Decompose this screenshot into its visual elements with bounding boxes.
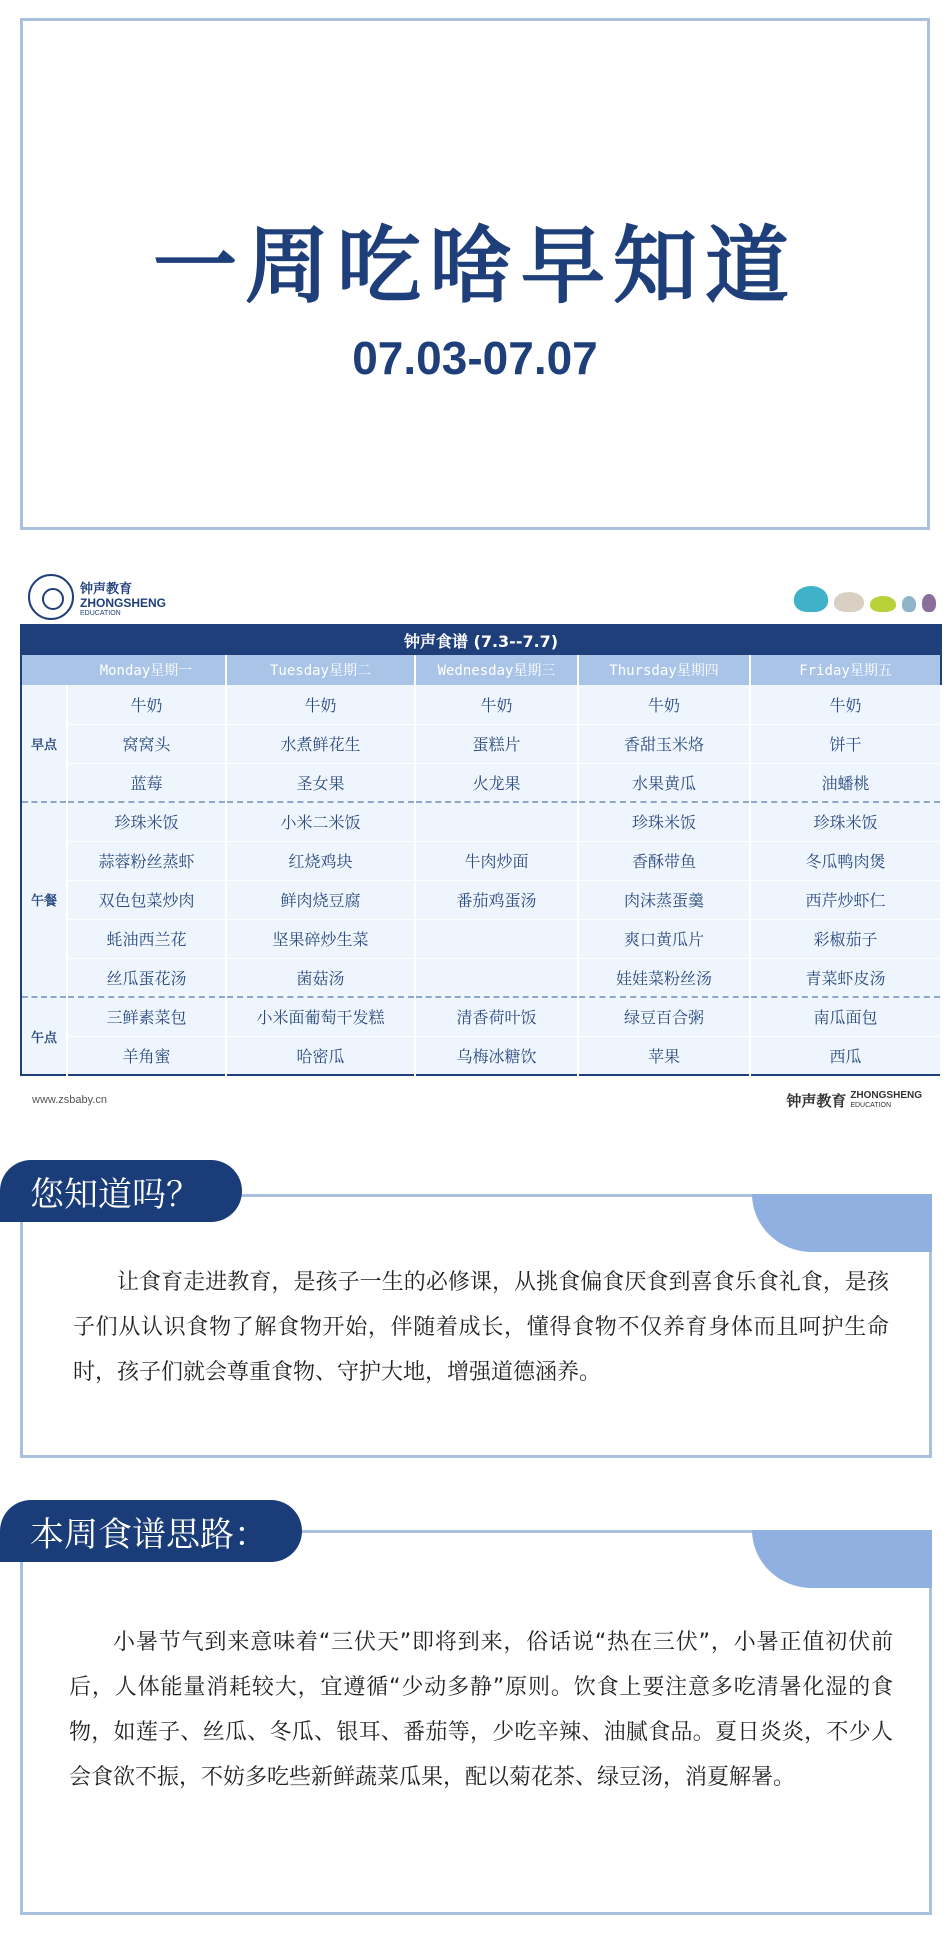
menu-cell: 珍珠米饭	[578, 802, 750, 841]
table-row	[21, 841, 941, 880]
menu-cell: 青菜虾皮汤	[750, 958, 941, 997]
menu-cell: 香甜玉米烙	[578, 724, 750, 763]
menu-idea-tab: 本周食谱思路：	[0, 1500, 302, 1562]
menu-cell: 双色包菜炒肉	[67, 880, 226, 919]
table-header-row	[21, 655, 941, 685]
table-row	[21, 919, 941, 958]
table-row	[21, 763, 941, 802]
menu-cell: 鲜肉烧豆腐	[226, 880, 415, 919]
cat-icon	[902, 596, 916, 612]
menu-cell: 香酥带鱼	[578, 841, 750, 880]
did-you-know-tab: 您知道吗？	[0, 1160, 242, 1222]
day-header: Thursday星期四	[578, 655, 750, 685]
footer-brand-en: ZHONGSHENG	[850, 1089, 922, 1101]
card-corner-decoration	[752, 1530, 932, 1588]
menu-cell: 西瓜	[750, 1036, 941, 1075]
page-title: 一周吃啥早知道	[152, 217, 797, 315]
school-logo-icon	[28, 574, 74, 620]
menu-cell: 彩椒茄子	[750, 919, 941, 958]
table-row	[21, 958, 941, 997]
menu-cell: 牛奶	[415, 685, 578, 724]
menu-cell: 牛奶	[578, 685, 750, 724]
menu-cell: 珍珠米饭	[67, 802, 226, 841]
day-header: Tuesday星期二	[226, 655, 415, 685]
menu-cell: 乌梅冰糖饮	[415, 1036, 578, 1075]
card-corner-decoration	[752, 1194, 932, 1252]
meal-label-lunch: 午餐	[21, 802, 67, 997]
day-header: Friday星期五	[750, 655, 941, 685]
brand-name-en-sub: EDUCATION	[80, 609, 121, 617]
menu-cell: 清香荷叶饭	[415, 997, 578, 1036]
did-you-know-text: 让食育走进教育，是孩子一生的必修课，从挑食偏食厌食到喜食乐食礼食，是孩子们从认识食物了解食物开始，伴随着成长，懂得食物不仅养育身体而且呵护生命时，孩子们就会尊重食物、守护大地，增强道德涵养。	[73, 1270, 889, 1385]
menu-cell: 牛奶	[226, 685, 415, 724]
meal-label-afternoon-snack: 午点	[21, 997, 67, 1075]
elephant-icon	[794, 586, 828, 612]
menu-cell: 丝瓜蛋花汤	[67, 958, 226, 997]
menu-idea-text: 小暑节气到来意味着“三伏天”即将到来，俗话说“热在三伏”，小暑正值初伏前后，人体能量消耗较大，宜遵循“少动多静”原则。饮食上要注意多吃清暑化湿的食物，如莲子、丝瓜、冬瓜、银耳、番茄等，少吃辛辣、油腻食品。夏日炎炎，不少人会食欲不振，不妨多吃些新鲜蔬菜瓜果，配以菊花茶、绿豆汤，消夏解暑。	[69, 1630, 893, 1790]
brand-logo-block	[28, 574, 166, 620]
date-range: 07.03-07.07	[352, 332, 598, 384]
menu-cell: 苹果	[578, 1036, 750, 1075]
did-you-know-card	[20, 1194, 932, 1458]
brand-name-cn: 钟声教育	[80, 581, 133, 597]
table-row	[21, 724, 941, 763]
giraffe-icon	[870, 596, 896, 612]
menu-cell: 娃娃菜粉丝汤	[578, 958, 750, 997]
menu-cell: 蓝莓	[67, 763, 226, 802]
menu-cell: 牛奶	[67, 685, 226, 724]
animal-illustrations	[794, 586, 936, 612]
brand-name-en: ZHONGSHENG	[80, 595, 167, 610]
menu-cell: 蚝油西兰花	[67, 919, 226, 958]
menu-cell: 绿豆百合粥	[578, 997, 750, 1036]
footer-brand-en-block	[850, 1091, 922, 1111]
sheep-icon	[834, 592, 864, 612]
menu-cell	[415, 919, 578, 958]
menu-cell: 窝窝头	[67, 724, 226, 763]
menu-cell: 饼干	[750, 724, 941, 763]
menu-cell: 小米面葡萄干发糕	[226, 997, 415, 1036]
menu-table	[20, 624, 942, 1076]
brand-text	[80, 578, 166, 617]
menu-cell: 哈密瓜	[226, 1036, 415, 1075]
menu-cell: 蛋糕片	[415, 724, 578, 763]
menu-cell: 牛奶	[750, 685, 941, 724]
day-header: Monday星期一	[67, 655, 226, 685]
menu-cell: 番茄鸡蛋汤	[415, 880, 578, 919]
menu-cell: 冬瓜鸭肉煲	[750, 841, 941, 880]
menu-cell: 圣女果	[226, 763, 415, 802]
website-link: www.zsbaby.cn	[32, 1094, 107, 1106]
menu-poster	[18, 566, 944, 1126]
monkey-icon	[922, 594, 936, 612]
header-card	[20, 18, 930, 530]
menu-cell: 羊角蜜	[67, 1036, 226, 1075]
footer-brand-cn: 钟声教育	[786, 1092, 847, 1110]
table-corner	[21, 655, 67, 685]
table-row	[21, 1036, 941, 1075]
menu-cell: 水煮鲜花生	[226, 724, 415, 763]
footer-brand	[786, 1090, 922, 1111]
menu-cell: 南瓜面包	[750, 997, 941, 1036]
menu-cell: 爽口黄瓜片	[578, 919, 750, 958]
table-row	[21, 802, 941, 841]
menu-cell: 蒜蓉粉丝蒸虾	[67, 841, 226, 880]
menu-cell: 火龙果	[415, 763, 578, 802]
menu-cell: 肉沫蒸蛋羹	[578, 880, 750, 919]
menu-cell: 小米二米饭	[226, 802, 415, 841]
footer-brand-en-sub: EDUCATION	[850, 1101, 892, 1109]
menu-cell: 西芹炒虾仁	[750, 880, 941, 919]
table-row	[21, 685, 941, 724]
menu-cell: 油蟠桃	[750, 763, 941, 802]
menu-cell: 牛肉炒面	[415, 841, 578, 880]
menu-cell: 坚果碎炒生菜	[226, 919, 415, 958]
menu-cell	[415, 802, 578, 841]
day-header: Wednesday星期三	[415, 655, 578, 685]
menu-cell: 水果黄瓜	[578, 763, 750, 802]
menu-cell: 珍珠米饭	[750, 802, 941, 841]
table-row	[21, 880, 941, 919]
menu-cell: 红烧鸡块	[226, 841, 415, 880]
menu-idea-card	[20, 1530, 932, 1915]
table-caption: 钟声食谱 (7.3--7.7)	[21, 625, 941, 655]
meal-label-breakfast: 早点	[21, 685, 67, 802]
menu-cell	[415, 958, 578, 997]
table-row	[21, 997, 941, 1036]
menu-cell: 三鲜素菜包	[67, 997, 226, 1036]
menu-cell: 菌菇汤	[226, 958, 415, 997]
